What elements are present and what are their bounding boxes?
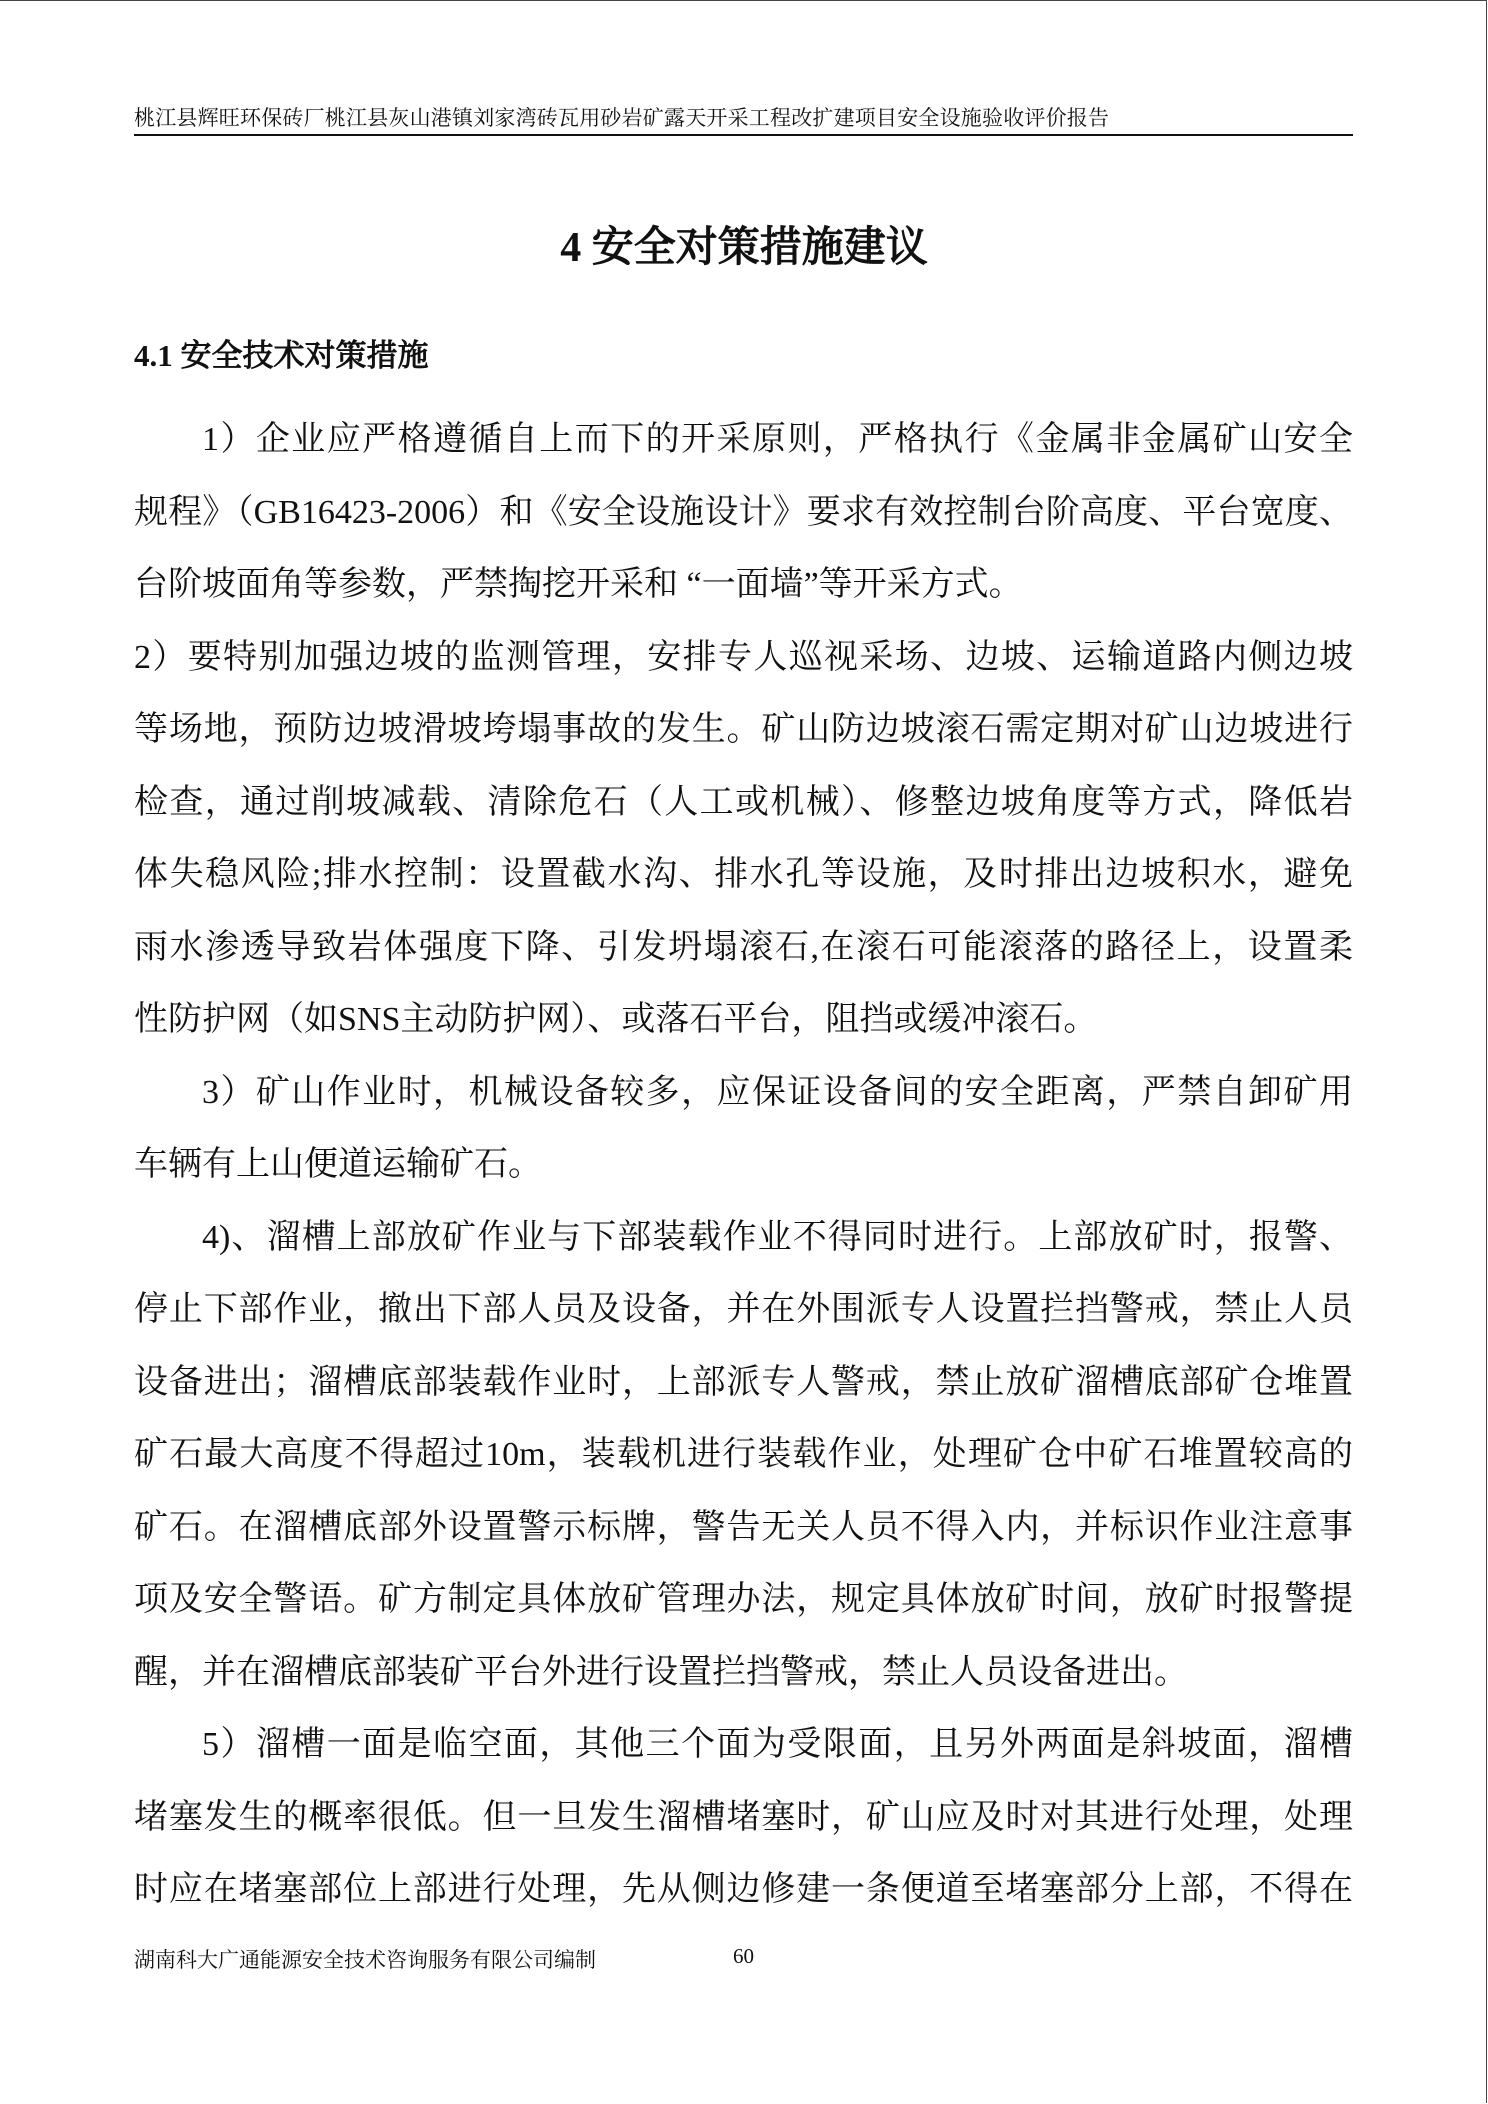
chapter-title: 4 安全对策措施建议 [560,225,928,271]
text-line: 堵塞发生的概率很低。但一旦发生溜槽堵塞时，矿山应及时对其进行处理，处理 [134,1798,1353,1836]
text-line: 台阶坡面角等参数，严禁掏挖开采和 “一面墙”等开采方式。 [134,566,1023,603]
paragraph [134,622,1353,1057]
text-line: 规程》（GB16423-2006）和《安全设施设计》要求有效控制台阶高度、平台宽度、 [134,493,1353,531]
text-line: 5）溜槽一面是临空面，其他三个面为受限面，且另外两面是斜坡面，溜槽 [202,1726,1353,1763]
text-line: 等场地，预防边坡滑坡垮塌事故的发生。矿山防边坡滚石需定期对矿山边坡进行 [134,711,1353,748]
text-line: 停止下部作业，撤出下部人员及设备，并在外围派专人设置拦挡警戒，禁止人员 [134,1291,1353,1328]
text-line: 雨水渗透导致岩体强度下降、引发坍塌滚石,在滚石可能滚落的路径上，设置柔 [134,928,1353,966]
page-number: 60 [733,1944,754,1968]
text-line: 体失稳风险;排水控制：设置截水沟、排水孔等设施，及时排出边坡积水，避免 [134,856,1353,893]
text-line: 设备进出；溜槽底部装载作业时，上部派专人警戒，禁止放矿溜槽底部矿仓堆置 [134,1363,1353,1401]
text-line: 矿石最大高度不得超过10m，装载机进行装载作业，处理矿仓中矿石堆置较高的 [134,1436,1353,1473]
text-line: 2）要特别加强边坡的监测管理，安排专人巡视采场、边坡、运输道路内侧边坡 [134,638,1353,676]
paragraph [134,1057,1353,1202]
text-line: 矿石。在溜槽底部外设置警示标牌，警告无关人员不得入内，并标识作业注意事 [134,1508,1353,1546]
text-line: 1）企业应严格遵循自上而下的开采原则，严格执行《金属非金属矿山安全 [202,421,1353,458]
text-line: 检查，通过削坡减载、清除危石（人工或机械）、修整边坡角度等方式，降低岩 [134,783,1353,821]
text-line: 性防护网（如SNS主动防护网）、或落石平台，阻挡或缓冲滚石。 [134,1001,1098,1038]
text-line: 项及安全警语。矿方制定具体放矿管理办法，规定具体放矿时间，放矿时报警提 [134,1581,1353,1618]
running-header: 桃江县辉旺环保砖厂桃江县灰山港镇刘家湾砖瓦用砂岩矿露天开采工程改扩建项目安全设施验收评价报告 [134,106,1110,130]
section-title: 4.1 安全技术对策措施 [134,338,429,373]
paragraph [134,1202,1353,1710]
text-line: 时应在堵塞部位上部进行处理，先从侧边修建一条便道至堵塞部分上部，不得在 [134,1871,1353,1908]
text-line: 醒，并在溜槽底部装矿平台外进行设置拦挡警戒，禁止人员设备进出。 [134,1653,1188,1691]
footer-publisher: 湖南科大广通能源安全技术咨询服务有限公司编制 [134,1948,596,1972]
body-text [134,404,1353,1927]
paragraph [134,1709,1353,1927]
header-rule [134,134,1353,136]
paragraph [134,404,1353,622]
text-line: 车辆有上山便道运输矿石。 [134,1146,542,1183]
text-line: 4)、溜槽上部放矿作业与下部装载作业不得同时进行。上部放矿时，报警、 [202,1218,1353,1256]
text-line: 3）矿山作业时，机械设备较多，应保证设备间的安全距离，严禁自卸矿用 [202,1073,1353,1111]
